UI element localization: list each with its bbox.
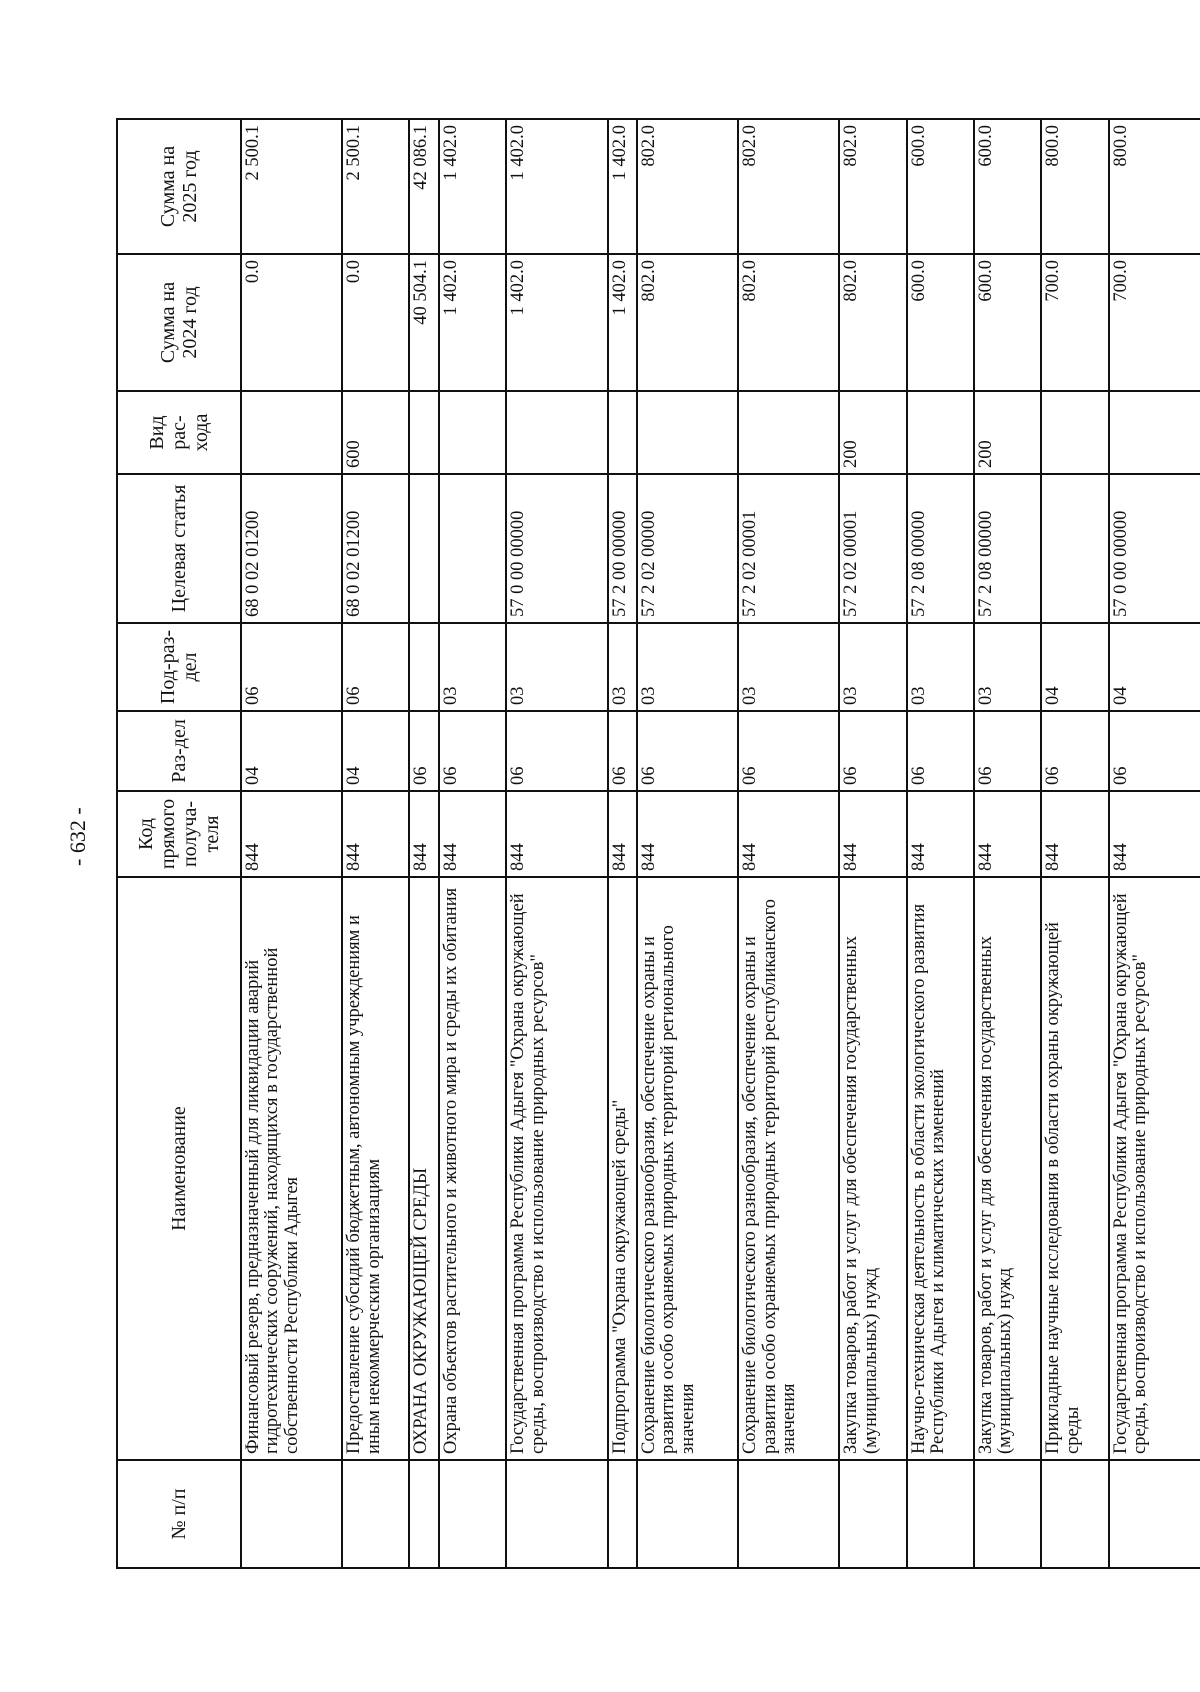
cell-podrazdel: 06: [241, 623, 342, 711]
cell-sum2025: 600.0: [907, 119, 974, 254]
cell-num: [506, 1460, 607, 1568]
table-row: [506, 119, 607, 1568]
cell-razdel: 06: [1041, 711, 1108, 791]
cell-statya: [409, 474, 439, 623]
cell-sum2024: 802.0: [839, 254, 906, 391]
cell-code: 844: [1041, 791, 1108, 877]
cell-podrazdel: 04: [1041, 623, 1108, 711]
cell-name: Охрана объектов растительного и животного мира и среды их обитания: [439, 877, 506, 1460]
header-num: № п/п: [117, 1460, 241, 1568]
budget-table-container: [116, 120, 1200, 1569]
cell-name: Сохранение биологического разнообразия, обеспечение охраны и развития особо охраняемых природных территорий республиканского значения: [738, 877, 839, 1460]
cell-sum2025: 600.0: [974, 119, 1041, 254]
cell-statya: 57 2 08 00000: [907, 474, 974, 623]
cell-podrazdel: 03: [738, 623, 839, 711]
page-number: - 632 -: [65, 807, 90, 866]
cell-sum2025: 1 402.0: [608, 119, 638, 254]
cell-podrazdel: 03: [839, 623, 906, 711]
cell-code: 844: [974, 791, 1041, 877]
cell-vid: [608, 391, 638, 474]
cell-vid: [506, 391, 607, 474]
cell-code: 844: [1109, 791, 1200, 877]
cell-vid: [439, 391, 506, 474]
cell-razdel: 06: [506, 711, 607, 791]
header-row: [117, 119, 241, 1568]
header-code: Код прямого получа-теля: [117, 791, 241, 877]
table-row: [974, 119, 1041, 1568]
header-razdel: Раз-дел: [117, 711, 241, 791]
table-row: [1041, 119, 1108, 1568]
cell-razdel: 06: [608, 711, 638, 791]
table-row: [439, 119, 506, 1568]
table-row: [738, 119, 839, 1568]
cell-statya: 68 0 02 01200: [241, 474, 342, 623]
cell-vid: 200: [974, 391, 1041, 474]
cell-sum2024: 600.0: [907, 254, 974, 391]
cell-razdel: 06: [637, 711, 738, 791]
cell-sum2024: 0.0: [342, 254, 409, 391]
cell-sum2025: 802.0: [839, 119, 906, 254]
cell-statya: 57 2 02 00001: [839, 474, 906, 623]
header-name: Наименование: [117, 877, 241, 1460]
cell-vid: [907, 391, 974, 474]
cell-sum2025: 1 402.0: [506, 119, 607, 254]
cell-statya: 57 0 00 00000: [506, 474, 607, 623]
cell-num: [1041, 1460, 1108, 1568]
cell-code: 844: [409, 791, 439, 877]
cell-name: Прикладные научные исследования в области охраны окружающей среды: [1041, 877, 1108, 1460]
cell-statya: 57 2 02 00001: [738, 474, 839, 623]
cell-num: [342, 1460, 409, 1568]
cell-sum2024: 1 402.0: [506, 254, 607, 391]
cell-code: 844: [637, 791, 738, 877]
cell-sum2025: 802.0: [637, 119, 738, 254]
cell-sum2024: 700.0: [1041, 254, 1108, 391]
table-row: [637, 119, 738, 1568]
cell-vid: [241, 391, 342, 474]
cell-podrazdel: 03: [637, 623, 738, 711]
cell-statya: 57 2 02 00000: [637, 474, 738, 623]
cell-vid: [409, 391, 439, 474]
header-podrazdel: Под-раз-дел: [117, 623, 241, 711]
cell-code: 844: [608, 791, 638, 877]
cell-code: 844: [738, 791, 839, 877]
cell-sum2024: 1 402.0: [608, 254, 638, 391]
cell-podrazdel: 03: [439, 623, 506, 711]
cell-num: [409, 1460, 439, 1568]
cell-statya: 68 0 02 01200: [342, 474, 409, 623]
cell-razdel: 04: [342, 711, 409, 791]
cell-statya: 57 2 00 00000: [608, 474, 638, 623]
cell-name: Подпрограмма "Охрана окружающей среды": [608, 877, 638, 1460]
cell-razdel: 06: [839, 711, 906, 791]
cell-name: Научно-техническая деятельность в области экологического развития Республики Адыгея и климатических изменений: [907, 877, 974, 1460]
header-vid: Вид рас-хода: [117, 391, 241, 474]
cell-razdel: 06: [1109, 711, 1200, 791]
cell-sum2024: 0.0: [241, 254, 342, 391]
cell-sum2025: 800.0: [1109, 119, 1200, 254]
cell-code: 844: [439, 791, 506, 877]
header-statya: Целевая статья: [117, 474, 241, 623]
cell-sum2024: 802.0: [637, 254, 738, 391]
cell-sum2024: 40 504.1: [409, 254, 439, 391]
cell-podrazdel: 03: [974, 623, 1041, 711]
cell-num: [241, 1460, 342, 1568]
cell-razdel: 06: [439, 711, 506, 791]
cell-num: [738, 1460, 839, 1568]
cell-podrazdel: 04: [1109, 623, 1200, 711]
cell-sum2024: 802.0: [738, 254, 839, 391]
budget-table: [116, 118, 1200, 1569]
table-body: [241, 119, 1200, 1568]
cell-podrazdel: 06: [342, 623, 409, 711]
cell-sum2024: 700.0: [1109, 254, 1200, 391]
table-row: [1109, 119, 1200, 1568]
cell-podrazdel: [409, 623, 439, 711]
cell-sum2025: 2 500.1: [241, 119, 342, 254]
cell-name: Сохранение биологического разнообразия, обеспечение охраны и развития особо охраняемых природных территорий регионального значения: [637, 877, 738, 1460]
cell-vid: [738, 391, 839, 474]
cell-num: [974, 1460, 1041, 1568]
cell-podrazdel: 03: [506, 623, 607, 711]
cell-vid: [1109, 391, 1200, 474]
cell-num: [839, 1460, 906, 1568]
header-sum2025: Сумма на 2025 год: [117, 119, 241, 254]
cell-num: [1109, 1460, 1200, 1568]
cell-num: [907, 1460, 974, 1568]
table-row: [342, 119, 409, 1568]
cell-podrazdel: 03: [907, 623, 974, 711]
cell-razdel: 06: [974, 711, 1041, 791]
cell-name: Государственная программа Республики Адыгея "Охрана окружающей среды, воспроизводство и использование природных ресурсов": [506, 877, 607, 1460]
cell-razdel: 06: [907, 711, 974, 791]
cell-sum2024: 1 402.0: [439, 254, 506, 391]
cell-sum2025: 1 402.0: [439, 119, 506, 254]
cell-name: Закупка товаров, работ и услуг для обеспечения государственных (муниципальных) нужд: [839, 877, 906, 1460]
table-row: [839, 119, 906, 1568]
cell-code: 844: [342, 791, 409, 877]
cell-vid: [1041, 391, 1108, 474]
cell-podrazdel: 03: [608, 623, 638, 711]
cell-razdel: 06: [409, 711, 439, 791]
cell-name: Государственная программа Республики Адыгея "Охрана окружающей среды, воспроизводство и использование природных ресурсов": [1109, 877, 1200, 1460]
cell-vid: 600: [342, 391, 409, 474]
cell-vid: 200: [839, 391, 906, 474]
table-row: [907, 119, 974, 1568]
cell-statya: 57 0 00 00000: [1109, 474, 1200, 623]
cell-sum2025: 800.0: [1041, 119, 1108, 254]
cell-statya: [1041, 474, 1108, 623]
table-row: [241, 119, 342, 1568]
table-row: [608, 119, 638, 1568]
cell-num: [608, 1460, 638, 1568]
cell-sum2025: 2 500.1: [342, 119, 409, 254]
cell-code: 844: [907, 791, 974, 877]
cell-num: [439, 1460, 506, 1568]
cell-razdel: 06: [738, 711, 839, 791]
table-row: [409, 119, 439, 1568]
cell-code: 844: [839, 791, 906, 877]
cell-statya: 57 2 08 00000: [974, 474, 1041, 623]
cell-razdel: 04: [241, 711, 342, 791]
cell-name: Финансовый резерв, предназначенный для ликвидации аварий гидротехнических сооружений, находящихся в государственной собственности Республики Адыгея: [241, 877, 342, 1460]
cell-sum2024: 600.0: [974, 254, 1041, 391]
cell-num: [637, 1460, 738, 1568]
cell-vid: [637, 391, 738, 474]
cell-code: 844: [506, 791, 607, 877]
cell-sum2025: 802.0: [738, 119, 839, 254]
cell-code: 844: [241, 791, 342, 877]
cell-statya: [439, 474, 506, 623]
cell-name: Закупка товаров, работ и услуг для обеспечения государственных (муниципальных) нужд: [974, 877, 1041, 1460]
header-sum2024: Сумма на 2024 год: [117, 254, 241, 391]
cell-name: Предоставление субсидий бюджетным, автономным учреждениям и иным некоммерческим организациям: [342, 877, 409, 1460]
cell-sum2025: 42 086.1: [409, 119, 439, 254]
cell-name: ОХРАНА ОКРУЖАЮЩЕЙ СРЕДЫ: [409, 877, 439, 1460]
